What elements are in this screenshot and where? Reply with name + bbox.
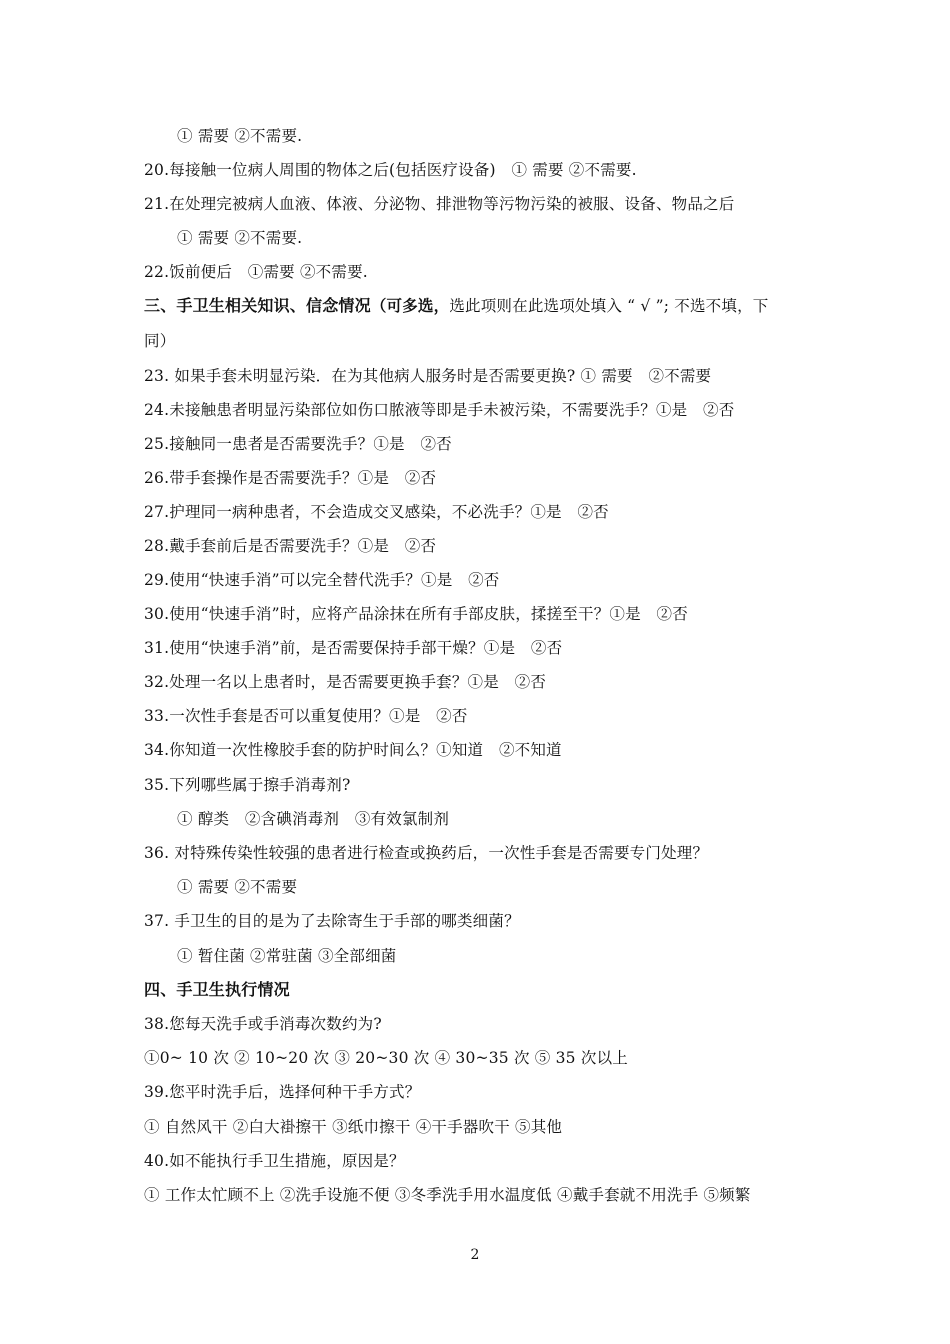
question-28: 28.戴手套前后是否需要洗手？①是 ②否	[144, 537, 437, 555]
question-34: 34.你知道一次性橡胶手套的防护时间么？①知道 ②不知道	[144, 741, 562, 759]
question-33: 33.一次性手套是否可以重复使用？①是 ②否	[144, 707, 468, 725]
question-35: 35.下列哪些属于擦手消毒剂?	[144, 776, 351, 794]
page-number: 2	[470, 1247, 480, 1263]
option-line-38: ①0~ 10 次 ② 10~20 次 ③ 20~30 次 ④ 30~35 次 ⑤ 35 次以上	[144, 1049, 628, 1067]
section-4-heading: 四、手卫生执行情况	[144, 980, 290, 999]
question-32: 32.处理一名以上患者时，是否需要更换手套？①是 ②否	[144, 673, 547, 691]
option-line-39: ① 自然风干 ②白大褂擦干 ③纸巾擦干 ④干手器吹干 ⑤其他	[144, 1118, 563, 1136]
question-39: 39.您平时洗手后，选择何种干手方式？	[144, 1083, 421, 1101]
question-40: 40.如不能执行手卫生措施，原因是？	[144, 1152, 405, 1170]
option-line-40: ① 工作太忙顾不上 ②洗手设施不便 ③冬季洗手用水温度低 ④戴手套就不用洗手 ⑤频繁	[144, 1186, 751, 1204]
question-26: 26.带手套操作是否需要洗手？①是 ②否	[144, 469, 437, 487]
question-30: 30.使用“快速手消”时，应将产品涂抹在所有手部皮肤，揉搓至干？①是 ②否	[144, 605, 688, 623]
question-20: 20.每接触一位病人周围的物体之后(包括医疗设备) ① 需要 ②不需要.	[144, 161, 637, 179]
question-25: 25.接触同一患者是否需要洗手？①是 ②否	[144, 435, 452, 453]
option-line-21: ① 需要 ②不需要.	[177, 229, 303, 247]
option-line-35: ① 醇类 ②含碘消毒剂 ③有效氯制剂	[177, 810, 450, 828]
section-3-note-bold: （可多选，	[370, 296, 450, 315]
question-24: 24.未接触患者明显污染部位如伤口脓液等即是手未被污染，不需要洗手？①是 ②否	[144, 401, 735, 419]
question-37: 37. 手卫生的目的是为了去除寄生于手部的哪类细菌？	[144, 912, 520, 930]
section-3-note	[371, 297, 769, 315]
question-22: 22.饭前便后 ①需要 ②不需要.	[144, 263, 368, 281]
question-21: 21.在处理完被病人血液、体液、分泌物、排泄物等污物污染的被服、设备、物品之后	[144, 195, 735, 213]
question-29: 29.使用“快速手消”可以完全替代洗手？①是 ②否	[144, 571, 500, 589]
option-line-19: ① 需要 ②不需要.	[177, 127, 303, 145]
option-line-37: ① 暂住菌 ②常驻菌 ③全部细菌	[177, 947, 397, 965]
question-31: 31.使用“快速手消”前，是否需要保持手部干燥？①是 ②否	[144, 639, 563, 657]
question-38: 38.您每天洗手或手消毒次数约为?	[144, 1015, 382, 1033]
option-line-36: ① 需要 ②不需要	[177, 878, 298, 896]
section-3-note-text: 选此项则在此选项处填入 “ √ ”; 不选不填，下	[449, 297, 769, 315]
question-23: 23. 如果手套未明显污染．在为其他病人服务时是否需要更换? ① 需要 ②不需要	[144, 367, 712, 385]
question-36: 36. 对特殊传染性较强的患者进行检查或换药后，一次性手套是否需要专门处理？	[144, 844, 709, 862]
section-3-title: 三、手卫生相关知识、信念情况	[144, 296, 371, 315]
section-3-note-cont: 同）	[144, 332, 176, 350]
question-27: 27.护理同一病种患者，不会造成交叉感染，不必洗手？①是 ②否	[144, 503, 609, 521]
section-3-heading	[144, 296, 768, 316]
